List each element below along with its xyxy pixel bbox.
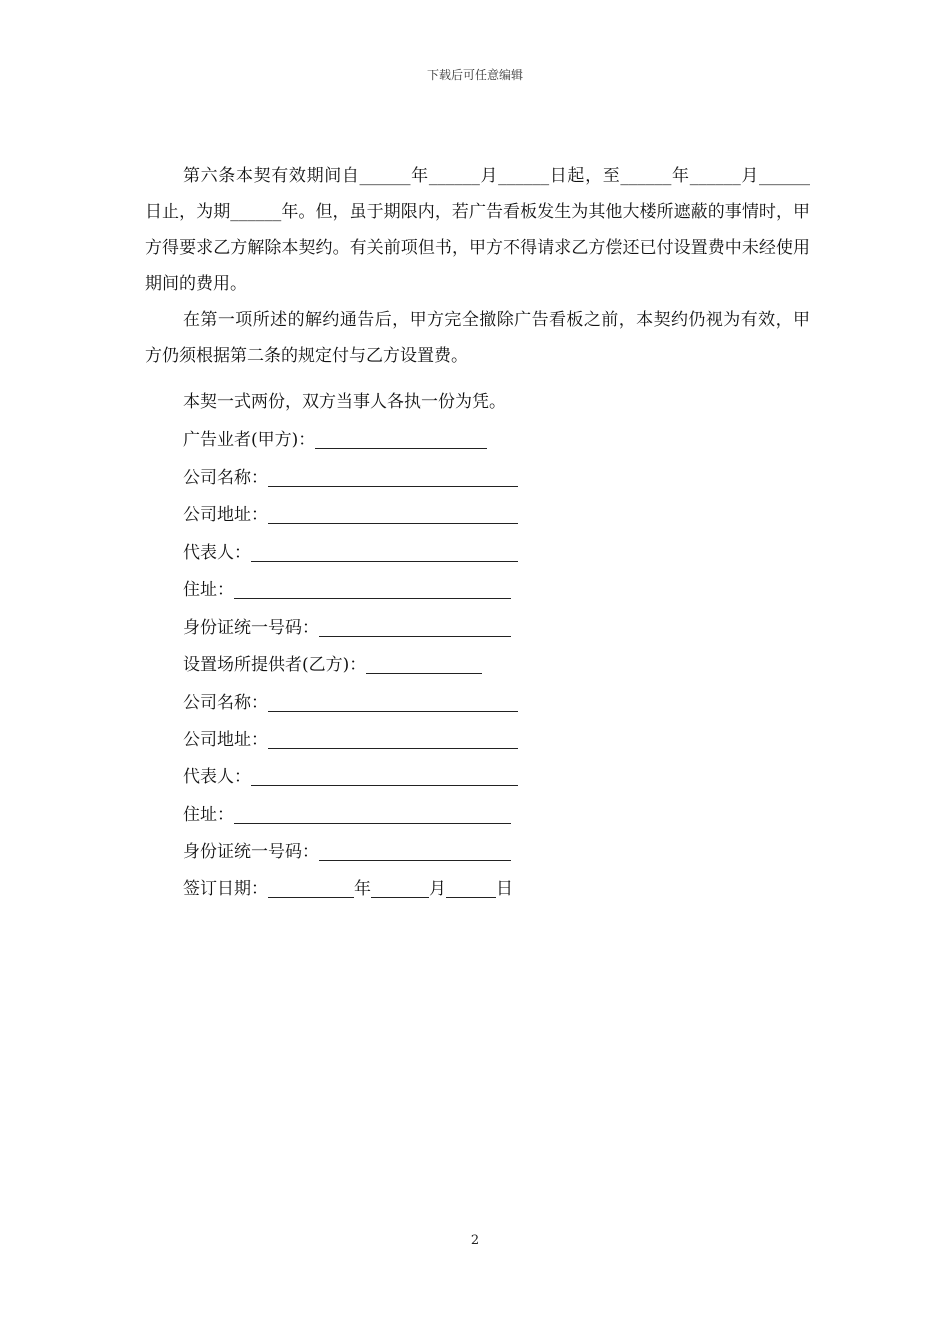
party-a-title: 广告业者(甲方)：: [183, 430, 316, 450]
party-b-address-row: [183, 800, 511, 825]
termination-paragraph: 在第一项所述的解约通告后，甲方完全撤除广告看板之前，本契约仍视为有效，甲方仍须根据第二条的规定付与乙方设置费。: [145, 310, 810, 366]
signing-day-label: 日: [496, 879, 513, 899]
signing-month-blank[interactable]: [371, 879, 429, 898]
copies-line: 本契一式两份，双方当事人各执一份为凭。: [183, 392, 506, 412]
party-b-company-address-label: 公司地址：: [183, 730, 268, 750]
party-b-company-name-blank[interactable]: [268, 693, 518, 712]
page-number: 2: [470, 1233, 480, 1248]
party-b-id-label: 身份证统一号码：: [183, 842, 319, 862]
party-b-representative-label: 代表人：: [183, 767, 251, 787]
clause-six-paragraph: 第六条本契有效期间自______年______月______日起，至______年______月______日止，为期______年。但，虽于期限内，若广告看板发生为其他大楼所遮蔽的事情时，甲方得要求乙方解除本契约。有关前项但书，甲方不得请求乙方偿还已付设置费中未经使用期间的费用。: [145, 166, 810, 294]
party-a-company-name-label: 公司名称：: [183, 468, 268, 488]
signing-day-blank[interactable]: [446, 879, 496, 898]
party-b-company-address-blank[interactable]: [268, 730, 518, 749]
party-a-representative-row: [183, 538, 518, 563]
party-b-address-label: 住址：: [183, 805, 234, 825]
party-a-representative-blank[interactable]: [251, 543, 518, 562]
party-b-company-address-row: [183, 725, 518, 750]
signing-date-row: [183, 874, 513, 899]
signing-year-blank[interactable]: [268, 879, 354, 898]
party-b-address-blank[interactable]: [234, 805, 511, 824]
party-a-id-label: 身份证统一号码：: [183, 618, 319, 638]
party-a-address-label: 住址：: [183, 580, 234, 600]
signing-month-label: 月: [429, 879, 446, 899]
party-a-company-name-blank[interactable]: [268, 468, 518, 487]
party-a-address-blank[interactable]: [234, 580, 511, 599]
party-a-company-name-row: [183, 463, 518, 488]
party-a-company-address-label: 公司地址：: [183, 505, 268, 525]
party-a-id-row: [183, 613, 511, 638]
party-b-company-name-label: 公司名称：: [183, 693, 268, 713]
party-a-id-blank[interactable]: [319, 618, 511, 637]
party-b-representative-blank[interactable]: [251, 767, 518, 786]
party-a-company-address-blank[interactable]: [268, 505, 518, 524]
party-a-representative-label: 代表人：: [183, 543, 251, 563]
party-b-title-row: [183, 650, 482, 675]
party-b-title-blank[interactable]: [366, 655, 482, 674]
signing-date-label: 签订日期：: [183, 879, 268, 899]
party-b-company-name-row: [183, 688, 518, 713]
party-a-company-address-row: [183, 500, 518, 525]
party-a-address-row: [183, 575, 511, 600]
party-b-representative-row: [183, 762, 518, 787]
page-header: 下载后可任意编辑: [426, 68, 523, 82]
party-a-title-blank[interactable]: [315, 430, 487, 449]
signing-year-label: 年: [354, 879, 371, 899]
party-b-title: 设置场所提供者(乙方)：: [183, 655, 367, 675]
party-b-id-blank[interactable]: [319, 842, 511, 861]
party-a-title-row: [183, 425, 487, 450]
party-b-id-row: [183, 837, 511, 862]
contract-body: [145, 158, 810, 374]
